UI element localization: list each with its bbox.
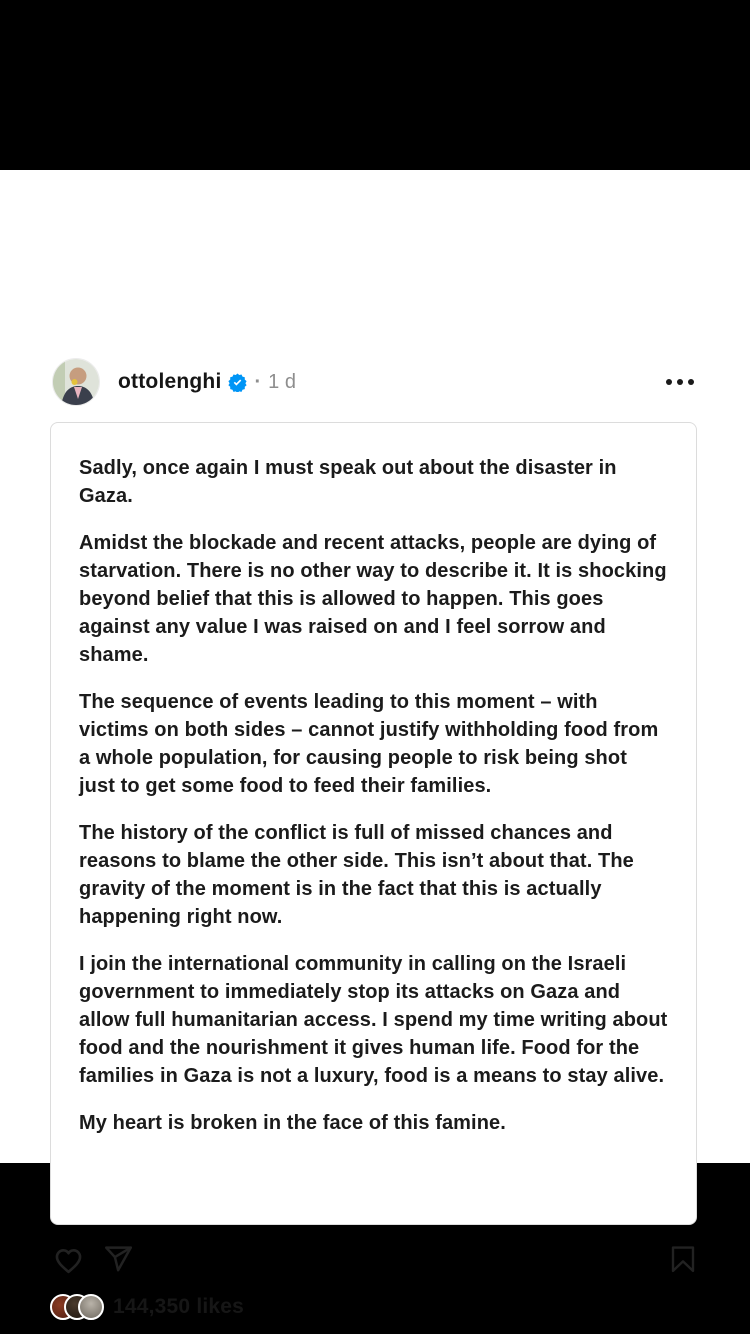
liker-avatar — [78, 1294, 104, 1320]
verified-badge-icon — [228, 373, 247, 392]
username[interactable]: ottolenghi — [118, 370, 222, 393]
post-image-text-card[interactable] — [50, 422, 697, 1225]
more-options-icon[interactable] — [660, 368, 700, 396]
post-paragraph: Amidst the blockade and recent attacks, people are dying of starvation. There is no other way to describe it. It is shocking beyond belief that this is allowed to happen. This goes against any value I was raised on and I feel sorrow and shame. — [79, 532, 667, 666]
avatar[interactable] — [52, 358, 100, 406]
action-bar — [0, 1242, 750, 1282]
post-paragraph: The sequence of events leading to this moment – with victims on both sides – cannot justify withholding food from a whole population, for causing people to risk being shot just to get some food to feed their families. — [79, 691, 659, 797]
separator-dot: · — [254, 370, 262, 393]
share-paper-plane-icon[interactable] — [103, 1244, 134, 1275]
post-paragraph: I join the international community in calling on the Israeli government to immediately stop its attacks on Gaza and allow full humanitarian access. I spend my time writing about food and the nourishment it gives human life. Food for the families in Gaza is not a luxury, food is a means to stay alive. — [79, 953, 668, 1087]
save-bookmark-icon[interactable] — [668, 1244, 698, 1274]
likes-row — [50, 1292, 244, 1322]
post-paragraph: The history of the conflict is full of missed chances and reasons to blame the other side. This isn’t about that. The gravity of the moment is in the fact that this is actually happening right now. — [79, 822, 634, 928]
post-timestamp: 1 d — [268, 370, 296, 393]
post-header — [118, 366, 296, 398]
post-paragraph: Sadly, once again I must speak out about the disaster in Gaza. — [79, 457, 617, 507]
post-paragraph: My heart is broken in the face of this famine. — [79, 1112, 506, 1134]
liker-avatars[interactable] — [50, 1294, 104, 1320]
like-heart-icon[interactable] — [52, 1244, 85, 1277]
avatar-photo — [53, 359, 100, 406]
likes-count[interactable]: 144,350 likes — [113, 1295, 245, 1318]
instagram-post-screen — [0, 170, 750, 1318]
